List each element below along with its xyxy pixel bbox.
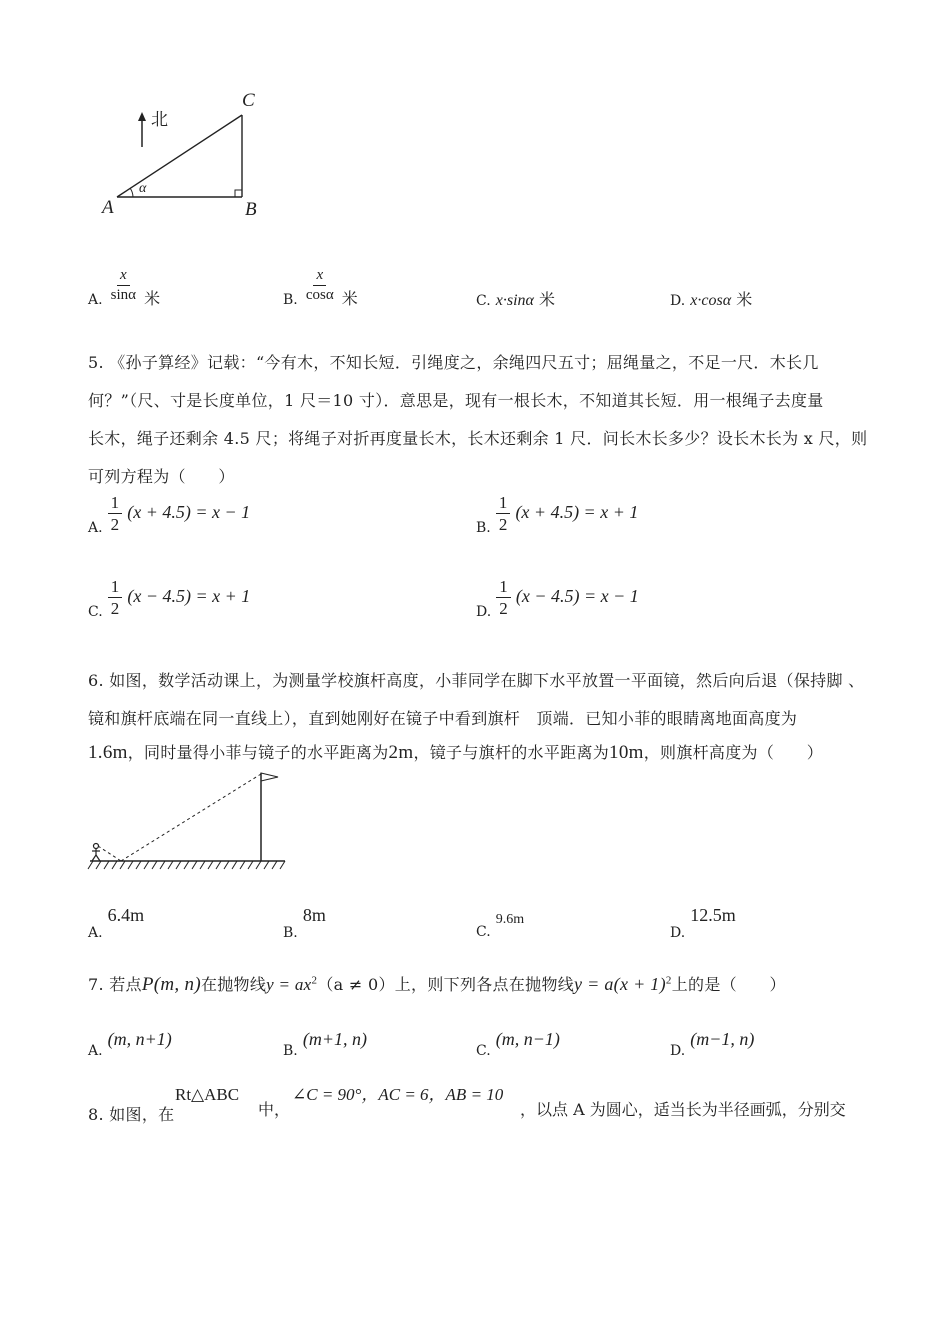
north-label: 北 — [151, 110, 168, 130]
q5-line-1: 5. 《孙子算经》记载：“今有木，不知长短．引绳度之，余绳四尺五寸；屈绳量之，不足一尺．木长几 — [88, 353, 819, 372]
q5-line-3: 长木，绳子还剩余 4.5 尺；将绳子对折再度量长木，长木还剩余 1 尺．问长木长多少？设长木长为 x 尺，则 — [88, 429, 868, 448]
q5-option-c: C. $\frac{1}{2}$ (x − 4.5) = x + 1 — [88, 577, 251, 620]
q7-option-b: B. (m+1, n) — [283, 1029, 367, 1059]
q7-option-a: A. (m, n+1) — [88, 1029, 172, 1059]
point-c-label: C — [242, 90, 255, 111]
q4-option-d: D. x·cosα 米 — [670, 290, 753, 309]
q7-option-c: C. (m, n−1) — [476, 1029, 560, 1059]
q6-option-a: A. 6.4m — [88, 905, 145, 941]
flag-icon — [261, 773, 278, 781]
q4-option-c: C. x·sinα 米 — [476, 290, 556, 309]
q4-option-b: B. $\frac{x}{\cos\alpha}$ 米 — [283, 267, 358, 308]
q5-option-d: D. $\frac{1}{2}$ (x − 4.5) = x − 1 — [476, 577, 639, 620]
q5-line-4: 可列方程为（ ） — [88, 467, 235, 486]
q5-option-a: A. $\frac{1}{2}$ (x + 4.5) = x − 1 — [88, 493, 251, 536]
q7-stem: 7. 若点P(m, n)在抛物线$y = ax^2(a \ne 0)$上，则下列各点在抛物线$y = a(x + 1)^2$上的是（ ） — [88, 974, 786, 995]
sight-line-incident — [98, 846, 121, 861]
side-ac — [117, 115, 242, 197]
q5-line-2: 何？”（尺、寸是长度单位，1 尺＝10 寸）．意思是，现有一根长木，不知道其长短．用一根绳子去度量 — [88, 391, 824, 410]
q8-triangle: Rt△ABC — [175, 1085, 240, 1104]
q6-option-c: C. 9.6m — [476, 912, 525, 940]
q7-option-d: D. (m−1, n) — [670, 1029, 755, 1059]
sight-line-reflected — [121, 774, 261, 861]
north-arrow-head-icon — [138, 112, 146, 121]
q6-line-3: 1.6m，同时量得小菲与镜子的水平距离为2m，镜子与旗杆的水平距离为10m，则旗杆高度为（ ） — [88, 742, 824, 763]
q8-stem-part-3: ，以点 A 为圆心，适当长为半径画弧，分别交 — [520, 1100, 846, 1119]
q6-option-d: D. 12.5m — [670, 905, 736, 941]
point-a-label: A — [102, 197, 114, 218]
alpha-label: α — [139, 181, 147, 196]
q8-conditions: ∠C = 90°，AC = 6，AB = 10 — [292, 1085, 504, 1104]
q6-line-2: 镜和旗杆底端在同一直线上），直到她刚好在镜子中看到旗杆 顶端．已知小菲的眼睛离地面高度为 — [88, 709, 798, 728]
triangle-figure — [95, 85, 275, 225]
q6-option-b: B. 8m — [283, 905, 326, 941]
q6-line-1: 6. 如图，数学活动课上，为测量学校旗杆高度，小菲同学在脚下水平放置一平面镜，然后向后退（保持脚 、 — [88, 671, 865, 690]
right-angle-mark — [235, 190, 242, 197]
ground-hatching — [88, 861, 285, 869]
q8-stem-part-1: 8. 如图，在 — [88, 1105, 175, 1124]
angle-arc — [130, 188, 133, 197]
point-b-label: B — [245, 199, 257, 220]
q5-option-b: B. $\frac{1}{2}$ (x + 4.5) = x + 1 — [476, 493, 639, 536]
flagpole-figure — [85, 768, 315, 878]
q8-stem-part-2: 中， — [258, 1100, 291, 1119]
q4-option-a: A. $\frac{x}{\sin\alpha}$ 米 — [88, 267, 161, 308]
